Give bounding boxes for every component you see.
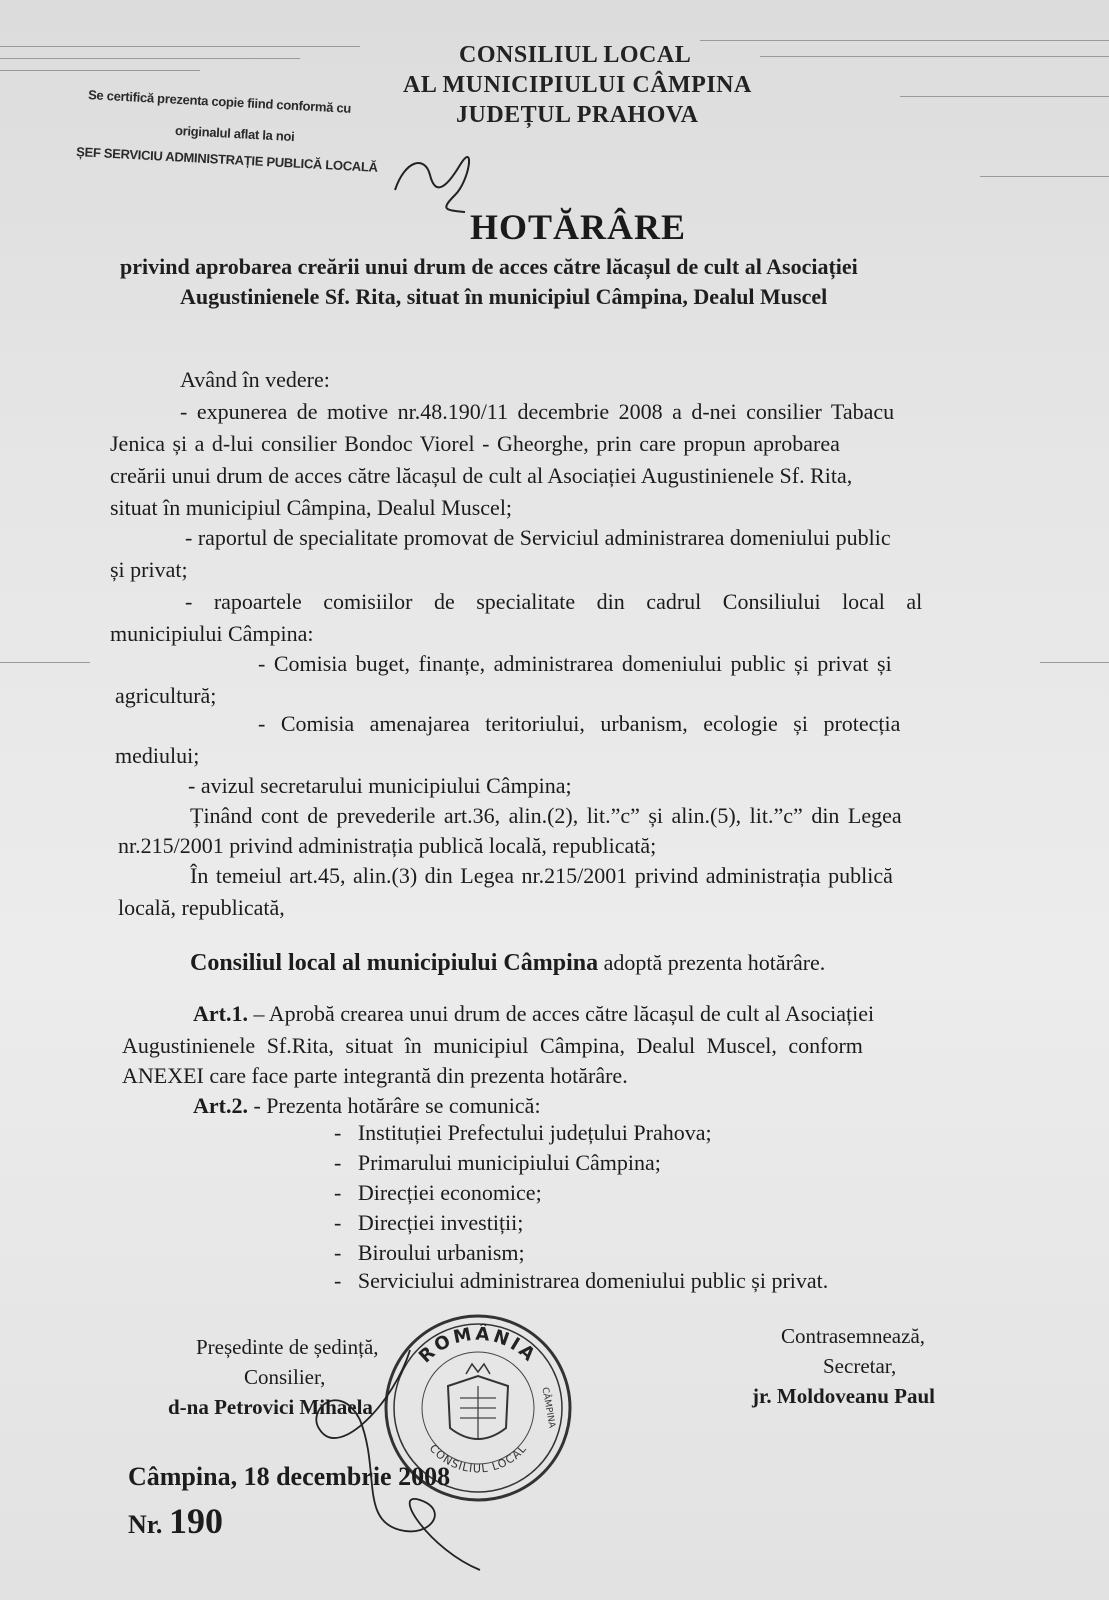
preamble-intro: Având în vedere: [180,367,330,392]
article-1-line-1 [193,998,874,1029]
signature-left-title: Consilier, [244,1365,326,1389]
signature-right-title: Secretar, [823,1354,897,1378]
signature-right-name: jr. Moldoveanu Paul [752,1384,935,1408]
list-item: - Biroului urbanism; [334,1240,525,1265]
preamble-motives-line-2: Jenica și a d-lui consilier Bondoc Viorel - Gheorghe, prin care propun aprobarea [110,431,840,456]
certification-line-2: originalul aflat la noi [174,122,295,145]
article-1-label: Art.1. [193,1001,248,1026]
article-1-text: – Aprobă crearea unui drum de acces către lăcașul de cult al Asociației [253,1001,875,1026]
list-item: - Instituției Prefectului județului Prahova; [334,1120,712,1145]
list-item: - Primarului municipiului Câmpina; [334,1150,661,1175]
document-subtitle-line-1: privind aprobarea creării unui drum de acces către lăcașul de cult al Asociației [120,254,858,279]
preamble-commissions-line-1: - rapoartele comisiilor de specialitate din cadrul Consiliului local al [185,589,923,614]
signature-right-role: Contrasemnează, [781,1324,926,1348]
article-2-text: - Prezenta hotărâre se comunică: [253,1093,541,1118]
decision-number-value: 190 [168,1501,223,1541]
preamble-legal-ground-line-1: În temeiul art.45, alin.(3) din Legea nr.215/2001 privind administrația publică [190,863,893,888]
list-item: - Direcției investiții; [334,1210,524,1235]
certification-line-1: Se certifică prezenta copie fiind conformă cu [87,87,352,116]
preamble-report-line-1: - raportul de specialitate promovat de Serviciul administrarea domeniului public [185,525,891,550]
preamble-commissions-line-2: municipiului Câmpina: [110,621,314,646]
signature-scribble-icon [300,1340,520,1580]
list-item: - Serviciului administrarea domeniului public și privat. [334,1268,829,1293]
stamp-top-text: ROMÂNIA [414,1323,542,1368]
decision-number [128,1500,223,1542]
article-1-line-3: ANEXEI care face parte integrantă din prezenta hotărâre. [122,1063,628,1088]
place-date: Câmpina, 18 decembrie 2008 [128,1462,451,1491]
stamp-side-text: CÂMPINA [539,1386,557,1429]
header-council: CONSILIUL LOCAL [459,42,692,68]
header-county: JUDEȚUL PRAHOVA [456,102,699,128]
stamp-bottom-text: CONSILIUL LOCAL [426,1441,530,1476]
commission-budget-line-2: agricultură; [115,683,217,708]
commission-budget-line-1: - Comisia buget, finanțe, administrarea domeniului public și privat și [258,651,892,676]
certification-line-3: ȘEF SERVICIU ADMINISTRAȚIE PUBLICĂ LOCALĂ [75,144,379,175]
adoption-text: adoptă prezenta hotărâre. [603,950,826,975]
preamble-motives-line-4: situat în municipiul Câmpina, Dealul Muscel; [110,495,513,520]
signature-left-name: d-na Petrovici Mihaela [168,1395,373,1419]
preamble-legal-basis-line-1: Ținând cont de prevederile art.36, alin.(2), lit.”c” și alin.(5), lit.”c” din Legea [190,803,902,828]
preamble-report-line-2: și privat; [110,557,188,582]
commission-urbanism-line-2: mediului; [115,743,200,768]
commission-urbanism-line-1: - Comisia amenajarea teritoriului, urbanism, ecologie și protecția [258,711,901,736]
list-item: - Direcției economice; [334,1180,542,1205]
preamble-secretary-opinion: - avizul secretarului municipiului Câmpina; [188,773,572,798]
preamble-motives-line-3: creării unui drum de acces către lăcașul de cult al Asociației Augustinienele Sf. Rita, [110,463,853,488]
adoption-council-name: Consiliul local al municipiului Câmpina [190,950,599,976]
preamble-legal-basis-line-2: nr.215/2001 privind administrația publică locală, republicată; [118,833,657,858]
signature-left-role: Președinte de ședință, [196,1335,379,1359]
preamble-motives-line-1: - expunerea de motive nr.48.190/11 decembrie 2008 a d-nei consilier Tabacu [180,399,895,424]
document-title: HOTĂRÂRE [470,207,687,247]
adoption-statement [190,950,825,977]
article-2-intro [193,1090,541,1121]
preamble-legal-ground-line-2: locală, republicată, [118,895,285,920]
decision-number-label: Nr. [128,1510,163,1539]
header-municipality: AL MUNICIPIULUI CÂMPINA [403,72,752,98]
document-subtitle-line-2: Augustinienele Sf. Rita, situat în municipiul Câmpina, Dealul Muscel [180,284,828,309]
article-1-line-2: Augustinienele Sf.Rita, situat în municipiul Câmpina, Dealul Muscel, conform [122,1033,863,1058]
article-2-label: Art.2. [193,1093,248,1118]
